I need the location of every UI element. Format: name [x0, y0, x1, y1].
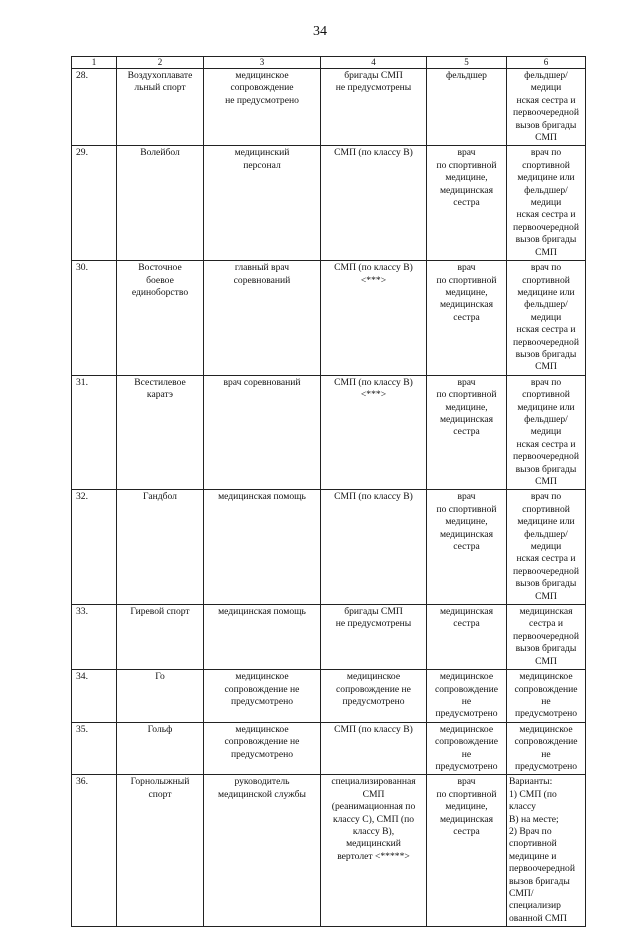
- ambulance-brigade: медицинское сопровождение не предусмотрено: [321, 670, 427, 723]
- medical-staff: врач по спортивной медицине, медицинская сестра: [427, 375, 507, 490]
- table-row: [72, 722, 586, 775]
- medical-support: медицинская помощь: [204, 490, 321, 605]
- alternative-staff: врач по спортивной медицине или фельдшер/медици нская сестра и первоочередной вызов бригады СМП: [507, 261, 586, 376]
- ambulance-brigade: СМП (по классу В) <***>: [321, 375, 427, 490]
- page-number: 34: [313, 24, 327, 39]
- table-row: [72, 69, 586, 146]
- alternative-staff: медицинская сестра и первоочередной вызов бригады СМП: [507, 605, 586, 670]
- alternative-staff: врач по спортивной медицине или фельдшер/медици нская сестра и первоочередной вызов бригады СМП: [507, 490, 586, 605]
- alternative-staff: медицинское сопровождение не предусмотрено: [507, 670, 586, 723]
- medical-staff: фельдшер: [427, 69, 507, 146]
- ambulance-brigade: СМП (по классу В): [321, 722, 427, 775]
- table-row: [72, 261, 586, 376]
- alternative-staff: врач по спортивной медицине или фельдшер/медици нская сестра и первоочередной вызов бригады СМП: [507, 146, 586, 261]
- sport-name: Воздухоплавате льный спорт: [117, 69, 204, 146]
- column-header: 4: [321, 57, 427, 69]
- medical-staff: врач по спортивной медицине, медицинская сестра: [427, 775, 507, 927]
- table-row: [72, 146, 586, 261]
- medical-support: главный врач соревнований: [204, 261, 321, 376]
- table-row: [72, 670, 586, 723]
- medical-staff: врач по спортивной медицине, медицинская сестра: [427, 490, 507, 605]
- table-row: [72, 490, 586, 605]
- medical-staff: медицинское сопровождение не предусмотрено: [427, 670, 507, 723]
- row-number: 30.: [72, 261, 117, 376]
- row-number: 34.: [72, 670, 117, 723]
- medical-support: медицинский персонал: [204, 146, 321, 261]
- column-header: 3: [204, 57, 321, 69]
- row-number: 32.: [72, 490, 117, 605]
- alternative-staff: Варианты: 1) СМП (по классу В) на месте; 2) Врач по спортивной медицине и первоочередной вызов бригады СМП/специализир ованной СМП: [507, 775, 586, 927]
- medical-support: медицинское сопровождение не предусмотрено: [204, 69, 321, 146]
- medical-support: медицинское сопровождение не предусмотрено: [204, 670, 321, 723]
- table-row: [72, 775, 586, 927]
- row-number: 29.: [72, 146, 117, 261]
- column-header: 1: [72, 57, 117, 69]
- row-number: 31.: [72, 375, 117, 490]
- sport-name: Всестилевое каратэ: [117, 375, 204, 490]
- medical-support: медицинская помощь: [204, 605, 321, 670]
- medical-support-table: [71, 56, 586, 927]
- ambulance-brigade: СМП (по классу В): [321, 490, 427, 605]
- sport-name: Го: [117, 670, 204, 723]
- sport-name: Волейбол: [117, 146, 204, 261]
- sport-name: Гольф: [117, 722, 204, 775]
- sport-name: Восточное боевое единоборство: [117, 261, 204, 376]
- sport-name: Горнолыжный спорт: [117, 775, 204, 927]
- table-row: [72, 375, 586, 490]
- alternative-staff: медицинское сопровождение не предусмотрено: [507, 722, 586, 775]
- medical-staff: медицинское сопровождение не предусмотрено: [427, 722, 507, 775]
- table-header-row: [72, 57, 586, 69]
- ambulance-brigade: бригады СМП не предусмотрены: [321, 69, 427, 146]
- medical-staff: медицинская сестра: [427, 605, 507, 670]
- medical-staff: врач по спортивной медицине, медицинская сестра: [427, 261, 507, 376]
- column-header: 5: [427, 57, 507, 69]
- alternative-staff: врач по спортивной медицине или фельдшер/медици нская сестра и первоочередной вызов бригады СМП: [507, 375, 586, 490]
- ambulance-brigade: СМП (по классу В) <***>: [321, 261, 427, 376]
- medical-support: руководитель медицинской службы: [204, 775, 321, 927]
- medical-support: врач соревнований: [204, 375, 321, 490]
- sport-name: Гандбол: [117, 490, 204, 605]
- medical-staff: врач по спортивной медицине, медицинская сестра: [427, 146, 507, 261]
- sport-name: Гиревой спорт: [117, 605, 204, 670]
- alternative-staff: фельдшер/медици нская сестра и первоочередной вызов бригады СМП: [507, 69, 586, 146]
- column-header: 2: [117, 57, 204, 69]
- ambulance-brigade: СМП (по классу В): [321, 146, 427, 261]
- column-header: 6: [507, 57, 586, 69]
- row-number: 28.: [72, 69, 117, 146]
- row-number: 36.: [72, 775, 117, 927]
- row-number: 33.: [72, 605, 117, 670]
- ambulance-brigade: специализированная СМП (реанимационная по классу С), СМП (по классу В), медицинский вертолет <*****>: [321, 775, 427, 927]
- medical-support: медицинское сопровождение не предусмотрено: [204, 722, 321, 775]
- ambulance-brigade: бригады СМП не предусмотрены: [321, 605, 427, 670]
- row-number: 35.: [72, 722, 117, 775]
- table-row: [72, 605, 586, 670]
